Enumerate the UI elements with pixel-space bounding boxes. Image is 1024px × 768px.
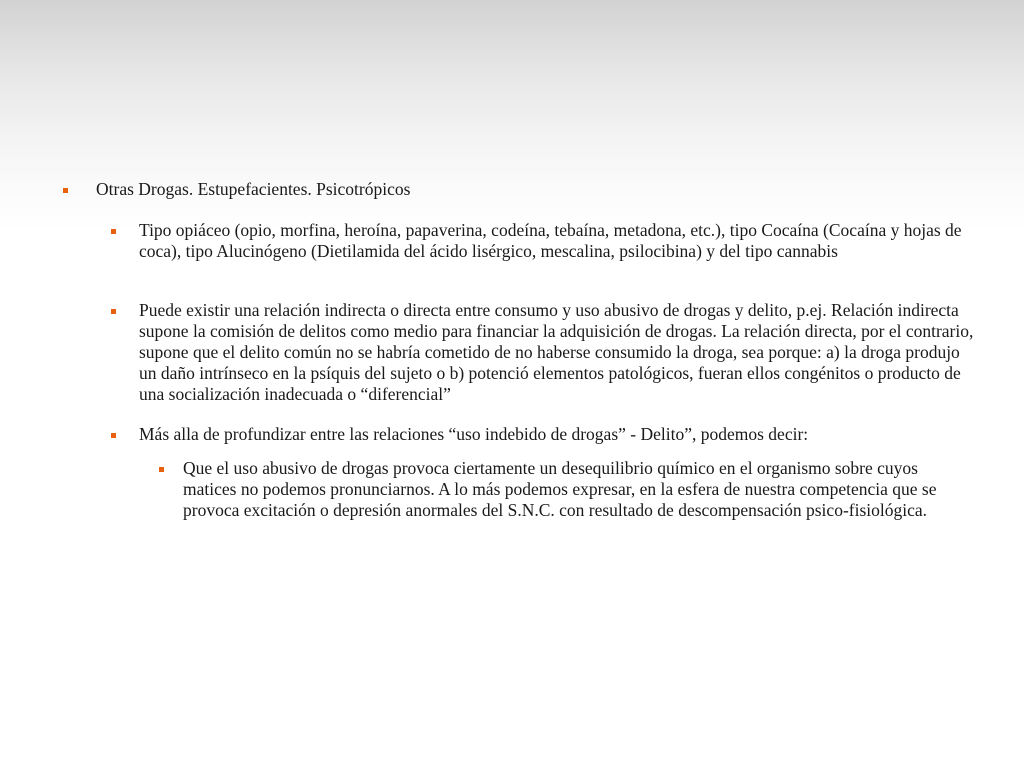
square-bullet-icon	[111, 229, 116, 234]
list-item-text: Más alla de profundizar entre las relaciones “uso indebido de drogas” - Delito”, podemos decir:	[139, 424, 809, 444]
list-item-text: Que el uso abusivo de drogas provoca ciertamente un desequilibrio químico en el organismo sobre cuyos matices no podemos pronunciarnos. A lo más podemos expresar, en la esfera de nuestra competencia que se provoca excitación o depresión anormales del S.N.C. con resultado de descompensación psico-fisiológica.	[183, 458, 937, 520]
list-item-level-2	[139, 220, 974, 262]
list-item-text: Tipo opiáceo (opio, morfina, heroína, papaverina, codeína, tebaína, metadona, etc.), tipo Cocaína (Cocaína y hojas de coca), tipo Alucinógeno (Dietilamida del ácido lisérgico, mescalina, psilocibina) y del tipo cannabis	[139, 220, 962, 261]
square-bullet-icon	[111, 309, 116, 314]
list-item-level-2	[139, 424, 974, 445]
square-bullet-icon	[111, 433, 116, 438]
square-bullet-icon	[159, 467, 164, 472]
list-item-text: Puede existir una relación indirecta o directa entre consumo y uso abusivo de drogas y delito, p.ej. Relación indirecta supone la comisión de delitos como medio para financiar la adquisición de drogas. La relación directa, por el contrario, supone que el delito común no se habría cometido de no haberse consumido la droga, sea porque: a) la droga produjo un daño intrínseco en la psíquis del sujeto o b) potenció elementos patológicos, fueran ellos congénitos o producto de una socialización inadecuada o “diferencial”	[139, 300, 974, 404]
square-bullet-icon	[63, 188, 68, 193]
list-item-text: Otras Drogas. Estupefacientes. Psicotrópicos	[96, 179, 411, 199]
list-item-level-2	[139, 300, 974, 405]
list-item-level-1	[96, 179, 976, 200]
list-item-level-3	[183, 458, 963, 521]
